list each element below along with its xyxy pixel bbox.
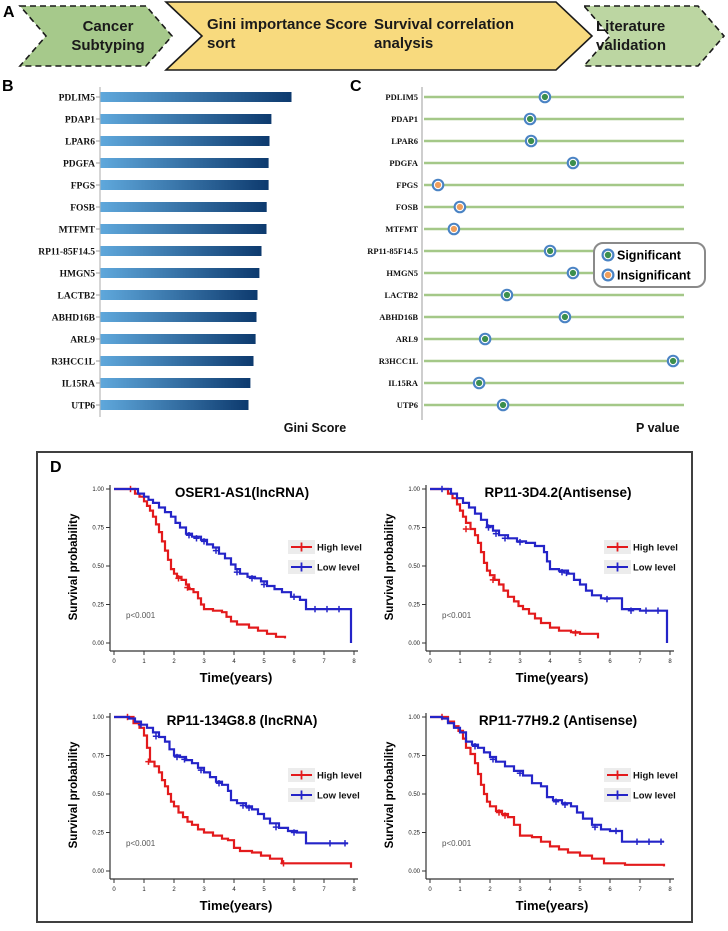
x-tick-label: 5 — [262, 887, 266, 893]
x-tick-label: 3 — [518, 659, 522, 665]
bar-category-label: PDGFA — [62, 159, 95, 170]
y-tick-label: 0.00 — [408, 869, 420, 875]
pvalue-annotation: p<0.001 — [442, 611, 472, 620]
x-tick-label: 6 — [608, 659, 612, 665]
x-tick-label: 1 — [142, 659, 146, 665]
legend-label: High level — [317, 542, 362, 554]
y-tick-label: 0.50 — [408, 564, 420, 570]
workflow-step-survival-analysis: Survival correlation analysis — [374, 16, 515, 52]
legend-label: Low level — [317, 562, 360, 574]
x-tick-label: 3 — [202, 659, 206, 665]
plot-title: RP11-3D4.2(Antisense) — [484, 485, 632, 500]
bar-category-label: IL15RA — [61, 379, 95, 390]
dot-category-label: PDLIM5 — [385, 92, 418, 102]
y-axis-title: Survival probability — [384, 741, 396, 849]
y-tick-label: 0.50 — [92, 564, 104, 570]
x-tick-label: 6 — [292, 659, 296, 665]
y-axis-title: Survival probability — [68, 741, 80, 849]
x-tick-label: 5 — [578, 659, 582, 665]
bar-category-label: LPAR6 — [65, 137, 95, 148]
x-tick-label: 1 — [142, 887, 146, 893]
x-tick-label: 6 — [292, 887, 296, 893]
y-tick-label: 1.00 — [408, 487, 420, 493]
x-tick-label: 7 — [322, 659, 326, 665]
workflow-step-cancer-subtyping: Cancer Subtyping — [71, 18, 145, 54]
y-tick-label: 0.25 — [408, 602, 420, 609]
y-tick-label: 1.00 — [92, 487, 104, 493]
dot-category-label: FPGS — [396, 180, 418, 190]
gini-bar — [101, 202, 267, 212]
pvalue-dot-chart — [364, 75, 728, 447]
y-tick-label: 0.00 — [408, 641, 420, 647]
panel-label-d: D — [50, 459, 62, 476]
x-tick-label: 5 — [262, 659, 266, 665]
x-tick-label: 4 — [548, 659, 552, 665]
bar-category-label: R3HCC1L — [51, 357, 95, 368]
bar-category-label: HMGN5 — [59, 269, 95, 280]
dot-category-label: UTP6 — [396, 400, 418, 410]
y-tick-label: 0.25 — [92, 602, 104, 609]
pvalue-dot-center — [435, 182, 441, 188]
dot-category-label: FOSB — [395, 202, 418, 212]
y-tick-label: 1.00 — [408, 715, 420, 721]
gini-score-bar-chart — [0, 75, 364, 447]
bar-category-label: LACTB2 — [57, 291, 95, 302]
pvalue-dot-center — [482, 336, 488, 342]
dot-category-label: MTFMT — [385, 224, 418, 234]
gini-bar — [101, 334, 256, 344]
y-tick-label: 0.25 — [408, 830, 420, 837]
pvalue-dot-center — [527, 116, 533, 122]
km-plot-oser1-as1 — [64, 467, 377, 693]
bar-category-label: RP11-85F14.5 — [38, 247, 95, 258]
gini-bar — [101, 400, 249, 410]
x-tick-label: 8 — [668, 659, 672, 665]
bar-category-label: UTP6 — [71, 401, 95, 412]
dot-category-label: IL15RA — [388, 378, 418, 388]
x-tick-label: 4 — [548, 887, 552, 893]
y-tick-label: 0.75 — [408, 525, 420, 532]
y-tick-label: 0.75 — [408, 753, 420, 760]
gini-bar — [101, 114, 272, 124]
pvalue-annotation: p<0.001 — [442, 839, 472, 848]
x-axis-title: Time(years) — [199, 670, 273, 685]
y-tick-label: 1.00 — [92, 715, 104, 721]
y-tick-label: 0.50 — [92, 792, 104, 798]
legend-label: Low level — [633, 790, 676, 802]
legend-label: High level — [633, 542, 678, 554]
gini-bar — [101, 224, 267, 234]
y-tick-label: 0.00 — [92, 869, 104, 875]
legend-label: Insignificant — [617, 268, 691, 283]
pvalue-dot-center — [570, 270, 576, 276]
dot-category-label: R3HCC1L — [378, 356, 418, 366]
bar-category-label: ARL9 — [70, 335, 95, 346]
x-tick-label: 6 — [608, 887, 612, 893]
legend-dot-center — [605, 252, 611, 258]
x-axis-title: Time(years) — [199, 898, 273, 913]
x-tick-label: 8 — [352, 659, 356, 665]
legend-dot-center — [605, 272, 611, 278]
legend-label: Low level — [317, 790, 360, 802]
gini-bar — [101, 356, 254, 366]
x-tick-label: 1 — [458, 887, 462, 893]
bar-category-label: PDLIM5 — [58, 93, 95, 104]
x-tick-label: 2 — [172, 659, 176, 665]
x-axis-title: Time(years) — [515, 898, 589, 913]
plot-title: OSER1-AS1(lncRNA) — [174, 485, 310, 500]
workflow-step-literature-validation: Literature validation — [596, 18, 667, 54]
legend-label: High level — [633, 770, 678, 782]
bar-category-label: FOSB — [70, 203, 95, 214]
dot-category-label: RP11-85F14.5 — [367, 246, 418, 256]
x-tick-label: 2 — [172, 887, 176, 893]
bar-category-label: FPGS — [70, 181, 95, 192]
km-plot-rp11-3d4-2 — [380, 467, 693, 693]
y-tick-label: 0.50 — [408, 792, 420, 798]
bar-category-label: PDAP1 — [64, 115, 95, 126]
pvalue-dot-center — [562, 314, 568, 320]
pvalue-dot-center — [476, 380, 482, 386]
x-axis-title: P value — [636, 421, 680, 435]
pvalue-dot-center — [547, 248, 553, 254]
x-axis-title: Gini Score — [283, 421, 347, 435]
workflow-step-gini-sort: Gini importance Score sort — [207, 16, 368, 52]
pvalue-dot-center — [500, 402, 506, 408]
plot-title: RP11-77H9.2 (Antisense) — [478, 713, 638, 728]
panel-label-c: C — [350, 78, 362, 95]
x-tick-label: 4 — [232, 659, 236, 665]
y-axis-title: Survival probability — [384, 513, 396, 621]
dot-category-label: LACTB2 — [384, 290, 418, 300]
significance-legend — [594, 243, 705, 287]
gini-bar — [101, 268, 260, 278]
x-tick-label: 2 — [488, 887, 492, 893]
x-tick-label: 0 — [112, 887, 116, 893]
dot-category-label: PDAP1 — [391, 114, 418, 124]
x-tick-label: 7 — [638, 659, 642, 665]
x-tick-label: 7 — [322, 887, 326, 893]
bar-category-label: ABHD16B — [51, 313, 95, 324]
x-tick-label: 1 — [458, 659, 462, 665]
x-tick-label: 2 — [488, 659, 492, 665]
pvalue-annotation: p<0.001 — [126, 839, 156, 848]
x-tick-label: 0 — [428, 887, 432, 893]
bar-category-label: MTFMT — [58, 225, 95, 236]
dot-category-label: HMGN5 — [386, 268, 418, 278]
km-plot-rp11-77h9-2 — [380, 695, 693, 921]
dot-category-label: ARL9 — [395, 334, 418, 344]
x-axis-title: Time(years) — [515, 670, 589, 685]
x-tick-label: 3 — [202, 887, 206, 893]
x-tick-label: 3 — [518, 887, 522, 893]
pvalue-dot-center — [542, 94, 548, 100]
gini-bar — [101, 312, 257, 322]
pvalue-dot-center — [451, 226, 457, 232]
x-tick-label: 8 — [352, 887, 356, 893]
pvalue-dot-center — [570, 160, 576, 166]
pvalue-dot-center — [504, 292, 510, 298]
pvalue-annotation: p<0.001 — [126, 611, 156, 620]
dot-category-label: PDGFA — [389, 158, 418, 168]
pvalue-dot-center — [670, 358, 676, 364]
x-tick-label: 0 — [112, 659, 116, 665]
gini-bar — [101, 246, 262, 256]
x-tick-label: 5 — [578, 887, 582, 893]
y-axis-title: Survival probability — [68, 513, 80, 621]
panel-d-survival-plots — [36, 451, 693, 923]
pvalue-dot-center — [528, 138, 534, 144]
gini-bar — [101, 158, 269, 168]
x-tick-label: 4 — [232, 887, 236, 893]
dot-category-label: LPAR6 — [391, 136, 418, 146]
gini-bar — [101, 378, 251, 388]
km-plot-rp11-134g8-8 — [64, 695, 377, 921]
x-tick-label: 7 — [638, 887, 642, 893]
x-tick-label: 0 — [428, 659, 432, 665]
gini-bar — [101, 92, 292, 102]
gini-bar — [101, 136, 270, 146]
x-tick-label: 8 — [668, 887, 672, 893]
y-tick-label: 0.00 — [92, 641, 104, 647]
dot-category-label: ABHD16B — [379, 312, 418, 322]
panel-label-a: A — [3, 4, 15, 21]
plot-title: RP11-134G8.8 (lncRNA) — [166, 713, 318, 728]
gini-bar — [101, 180, 269, 190]
gini-bar — [101, 290, 258, 300]
panel-label-b: B — [2, 78, 14, 95]
pvalue-dot-center — [457, 204, 463, 210]
y-tick-label: 0.75 — [92, 753, 104, 760]
y-tick-label: 0.75 — [92, 525, 104, 532]
y-tick-label: 0.25 — [92, 830, 104, 837]
legend-label: High level — [317, 770, 362, 782]
legend-label: Significant — [617, 248, 681, 263]
legend-label: Low level — [633, 562, 676, 574]
